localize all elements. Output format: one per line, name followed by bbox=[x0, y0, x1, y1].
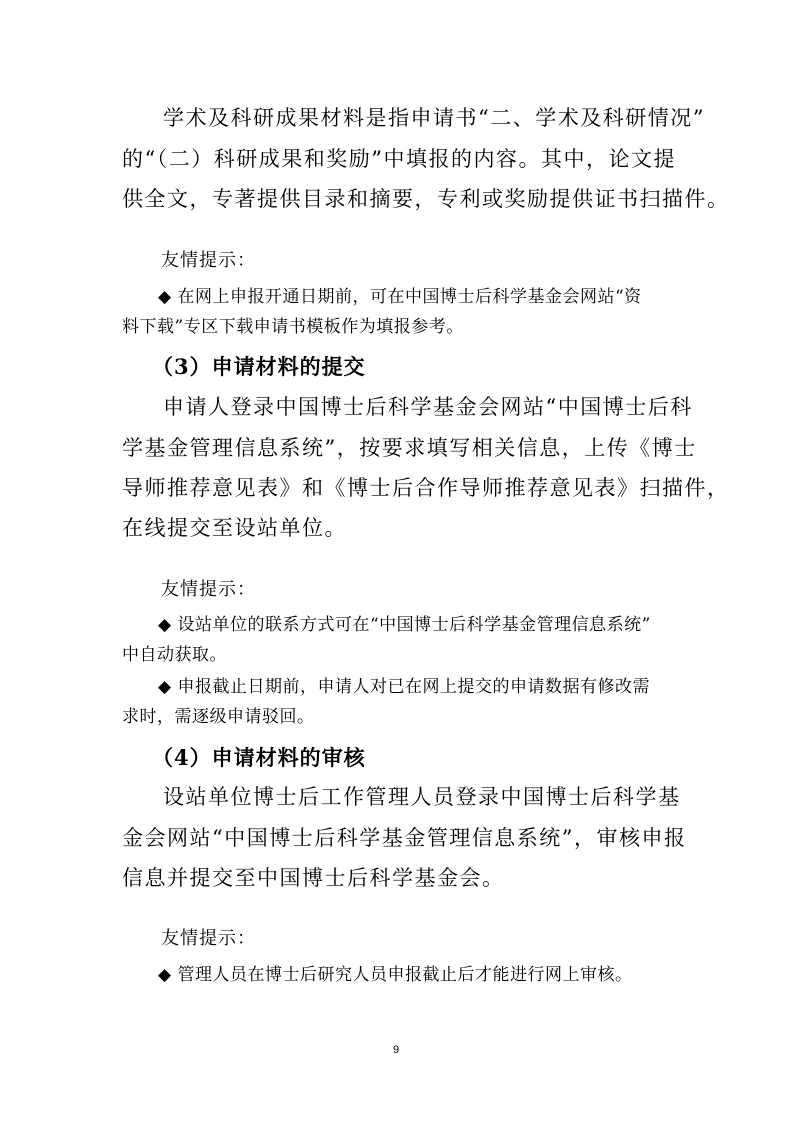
paragraph-line: 学术及科研成果材料是指申请书“二、学术及科研情况” bbox=[163, 106, 705, 130]
paragraph-line: 供全文，专著提供目录和摘要，专利或奖励提供证书扫描件。 bbox=[122, 187, 730, 211]
tip-item-line: 中自动获取。 bbox=[122, 645, 227, 665]
tip-item-line: ◆ 设站单位的联系方式可在“中国博士后科学基金管理信息系统” bbox=[158, 615, 651, 635]
tip-item-line: 料下载”专区下载申请书模板作为填报参考。 bbox=[122, 317, 464, 337]
tip-title: 友情提示： bbox=[161, 579, 256, 600]
page-number: 9 bbox=[393, 1044, 400, 1056]
tip-title: 友情提示： bbox=[161, 928, 256, 949]
paragraph-line: 金会网站“中国博士后科学基金管理信息系统”，审核申报 bbox=[122, 826, 687, 850]
paragraph-line: 申请人登录中国博士后科学基金会网站“中国博士后科 bbox=[163, 395, 693, 419]
section-heading: （4）申请材料的审核 bbox=[152, 745, 366, 770]
paragraph-line: 设站单位博士后工作管理人员登录中国博士后科学基 bbox=[163, 785, 681, 809]
tip-item-line: 求时，需逐级申请驳回。 bbox=[122, 707, 315, 727]
tip-item-line: ◆ 在网上申报开通日期前，可在中国博士后科学基金会网站“资 bbox=[158, 287, 642, 307]
tip-item-line: ◆ 管理人员在博士后研究人员申报截止后才能进行网上审核。 bbox=[158, 965, 633, 985]
paragraph-line: 导师推荐意见表》和《博士后合作导师推荐意见表》扫描件， bbox=[122, 476, 730, 500]
paragraph-line: 在线提交至设站单位。 bbox=[122, 516, 347, 540]
tip-title: 友情提示： bbox=[161, 250, 256, 271]
paragraph-line: 的“（二）科研成果和奖励”中填报的内容。其中，论文提 bbox=[122, 147, 676, 171]
paragraph-line: 信息并提交至中国博士后科学基金会。 bbox=[122, 866, 505, 890]
tip-item-line: ◆ 申报截止日期前，申请人对已在网上提交的申请数据有修改需 bbox=[158, 677, 650, 697]
section-heading: （3）申请材料的提交 bbox=[152, 354, 366, 379]
paragraph-line: 学基金管理信息系统”，按要求填写相关信息，上传《博士 bbox=[122, 436, 697, 460]
